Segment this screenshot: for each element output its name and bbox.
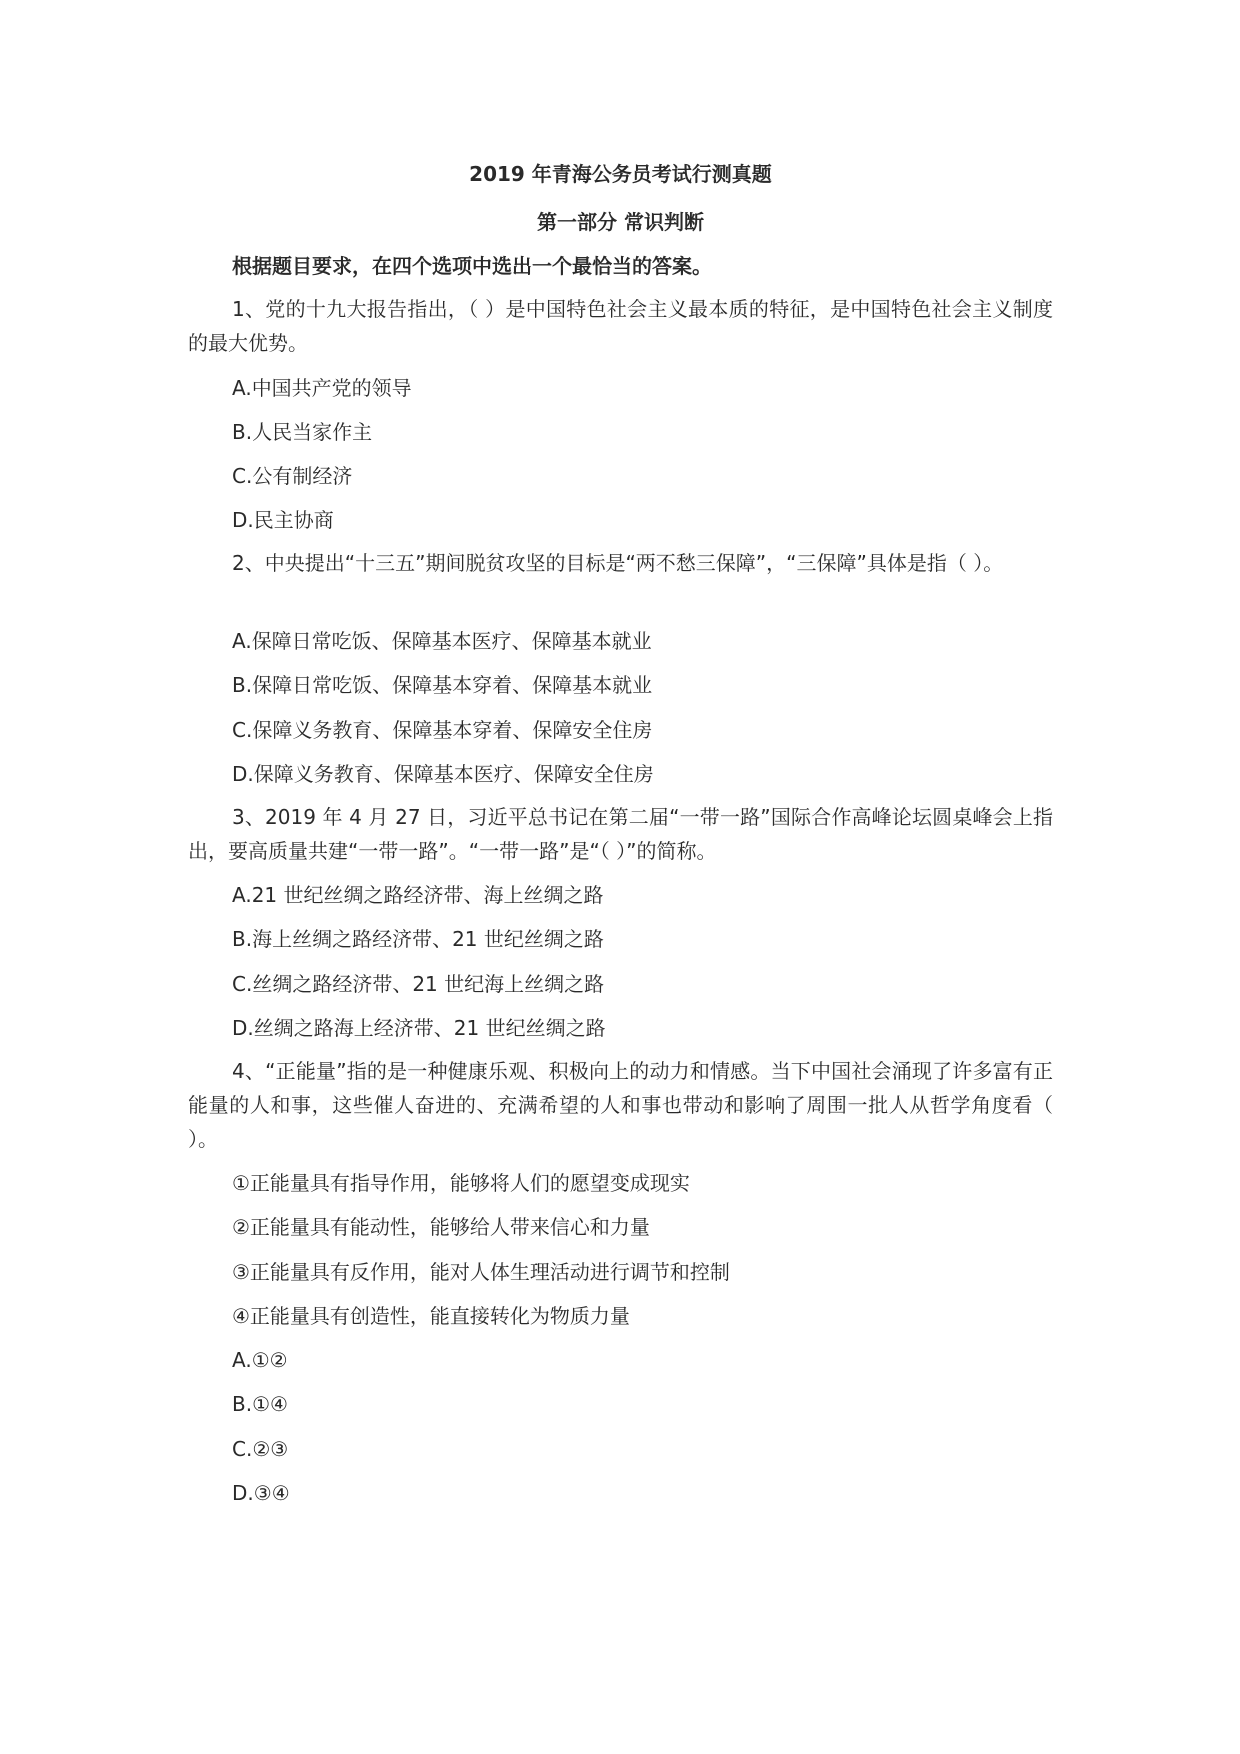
option-3c: C.丝绸之路经济带、21 世纪海上丝绸之路 bbox=[232, 972, 605, 996]
option-4c: C.②③ bbox=[232, 1437, 289, 1461]
question-stem-4: 4、“正能量”指的是一种健康乐观、积极向上的动力和情感。当下中国社会涌现了许多富有正能量的人和事，这些催人奋进的、充满希望的人和事也带动和影响了周围一批人从哲学角度看（ ）。 bbox=[188, 1059, 1053, 1151]
statement-4-1: ①正能量具有指导作用，能够将人们的愿望变成现实 bbox=[232, 1171, 690, 1195]
option-4b: B.①④ bbox=[232, 1392, 288, 1416]
option-2a: A.保障日常吃饭、保障基本医疗、保障基本就业 bbox=[232, 629, 652, 653]
option-2b: B.保障日常吃饭、保障基本穿着、保障基本就业 bbox=[232, 673, 653, 697]
statement-4-3: ③正能量具有反作用，能对人体生理活动进行调节和控制 bbox=[232, 1260, 730, 1284]
option-1c: C.公有制经济 bbox=[232, 464, 353, 488]
option-3b: B.海上丝绸之路经济带、21 世纪丝绸之路 bbox=[232, 927, 604, 951]
option-1d: D.民主协商 bbox=[232, 508, 334, 532]
question-stem-1: 1、党的十九大报告指出，（ ）是中国特色社会主义最本质的特征，是中国特色社会主义制度的最大优势。 bbox=[188, 297, 1053, 355]
question-stem-2: 2、中央提出“十三五”期间脱贫攻坚的目标是“两不愁三保障”，“三保障”具体是指（ ）。 bbox=[232, 551, 1004, 575]
question-stem-3: 3、2019 年 4 月 27 日，习近平总书记在第二届“一带一路”国际合作高峰论坛圆桌峰会上指出，要高质量共建“一带一路”。“一带一路”是“（ ）”的简称。 bbox=[188, 805, 1053, 863]
option-1a: A.中国共产党的领导 bbox=[232, 376, 412, 400]
option-2c: C.保障义务教育、保障基本穿着、保障安全住房 bbox=[232, 718, 653, 742]
section-heading: 第一部分 常识判断 bbox=[537, 210, 704, 234]
statement-4-2: ②正能量具有能动性，能够给人带来信心和力量 bbox=[232, 1215, 650, 1239]
option-3a: A.21 世纪丝绸之路经济带、海上丝绸之路 bbox=[232, 883, 604, 907]
statement-4-4: ④正能量具有创造性，能直接转化为物质力量 bbox=[232, 1304, 630, 1328]
option-1b: B.人民当家作主 bbox=[232, 420, 373, 444]
option-3d: D.丝绸之路海上经济带、21 世纪丝绸之路 bbox=[232, 1016, 606, 1040]
option-4d: D.③④ bbox=[232, 1481, 290, 1505]
document-title: 2019 年青海公务员考试行测真题 bbox=[469, 162, 772, 186]
option-2d: D.保障义务教育、保障基本医疗、保障安全住房 bbox=[232, 762, 654, 786]
instruction-text: 根据题目要求，在四个选项中选出一个最恰当的答案。 bbox=[232, 254, 712, 278]
option-4a: A.①② bbox=[232, 1348, 288, 1372]
